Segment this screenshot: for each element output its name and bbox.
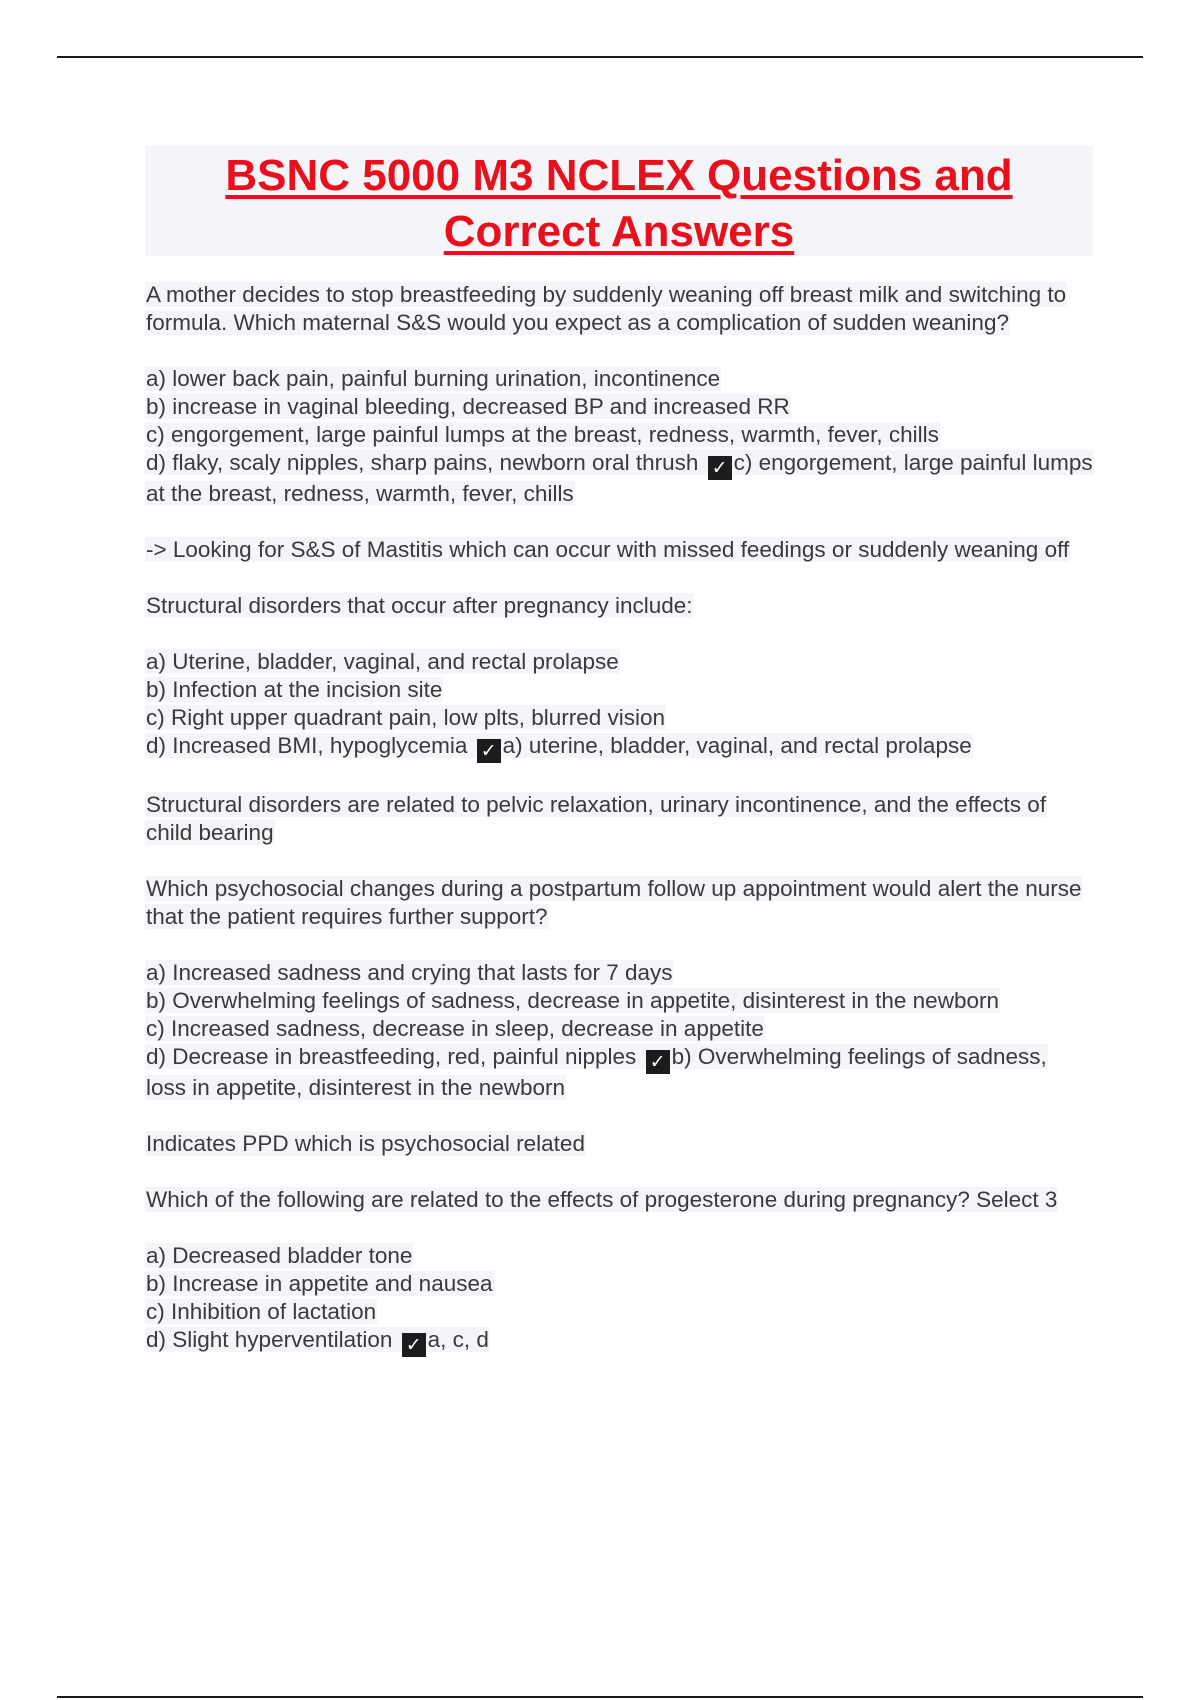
question-text: A mother decides to stop breastfeeding by suddenly weaning off breast milk and switching to formula. Which maternal S&S would you expect as a complication of sudden weaning? <box>146 282 1067 335</box>
option-a: a) Uterine, bladder, vaginal, and rectal prolapse <box>146 649 619 674</box>
page-title-line-1: BSNC 5000 M3 NCLEX Questions and <box>225 151 1013 200</box>
question-block-3 <box>145 875 1093 1158</box>
question-block-4 <box>145 1186 1093 1357</box>
check-icon: ✓ <box>708 456 732 480</box>
question-text: Which of the following are related to the effects of progesterone during pregnancy? Select 3 <box>146 1187 1058 1212</box>
option-d-with-answer: d) flaky, scaly nipples, sharp pains, newborn oral thrush ✓ c) engorgement, large painful lumps at the breast, redness, warmth, fever, chills <box>146 450 1093 506</box>
option-a: a) Increased sadness and crying that lasts for 7 days <box>146 960 673 985</box>
rationale-text: -> Looking for S&S of Mastitis which can occur with missed feedings or suddenly weaning off <box>146 537 1070 562</box>
questions-body <box>145 281 1093 1357</box>
options-list <box>145 959 1093 1102</box>
option-b: b) increase in vaginal bleeding, decreased BP and increased RR <box>146 394 790 419</box>
correct-answer: c) engorgement, large painful lumps at the breast, redness, warmth, fever, chills <box>146 450 1093 506</box>
correct-answer: a) uterine, bladder, vaginal, and rectal prolapse <box>502 733 972 758</box>
option-a: a) Decreased bladder tone <box>146 1243 413 1268</box>
option-d-with-answer: d) Slight hyperventilation ✓ a, c, d <box>146 1327 489 1356</box>
option-a: a) lower back pain, painful burning urination, incontinence <box>146 366 721 391</box>
question-block-1 <box>145 281 1093 564</box>
rationale-text: Indicates PPD which is psychosocial related <box>146 1131 585 1156</box>
rationale-text: Structural disorders are related to pelvic relaxation, urinary incontinence, and the effects of child bearing <box>146 792 1047 845</box>
option-b: b) Increase in appetite and nausea <box>146 1271 493 1296</box>
option-d-with-answer: d) Increased BMI, hypoglycemia ✓ a) uterine, bladder, vaginal, and rectal prolapse <box>146 733 972 762</box>
check-icon: ✓ <box>477 739 501 763</box>
option-c: c) Right upper quadrant pain, low plts, blurred vision <box>146 705 666 730</box>
option-c: c) engorgement, large painful lumps at the breast, redness, warmth, fever, chills <box>146 422 939 447</box>
correct-answer: b) Overwhelming feelings of sadness, loss in appetite, disinterest in the newborn <box>146 1044 1047 1100</box>
question-block-2 <box>145 592 1093 847</box>
options-list <box>145 1242 1093 1357</box>
options-list <box>145 365 1093 508</box>
check-icon: ✓ <box>646 1050 670 1074</box>
option-b: b) Overwhelming feelings of sadness, decrease in appetite, disinterest in the newborn <box>146 988 999 1013</box>
top-rule <box>57 56 1143 58</box>
options-list <box>145 648 1093 763</box>
option-c: c) Inhibition of lactation <box>146 1299 377 1324</box>
question-text: Which psychosocial changes during a postpartum follow up appointment would alert the nurse that the patient requires further support? <box>146 876 1082 929</box>
page-title-line-2: Correct Answers <box>443 207 795 256</box>
bottom-rule <box>57 1696 1143 1698</box>
question-text: Structural disorders that occur after pregnancy include: <box>146 593 693 618</box>
option-d-with-answer: d) Decrease in breastfeeding, red, painful nipples ✓ b) Overwhelming feelings of sadness, loss in appetite, disinterest in the newborn <box>146 1044 1047 1100</box>
document-content <box>145 146 1093 1385</box>
check-icon: ✓ <box>402 1333 426 1357</box>
option-c: c) Increased sadness, decrease in sleep, decrease in appetite <box>146 1016 764 1041</box>
correct-answer: a, c, d <box>427 1327 489 1352</box>
title-box <box>145 146 1093 256</box>
option-b: b) Infection at the incision site <box>146 677 443 702</box>
